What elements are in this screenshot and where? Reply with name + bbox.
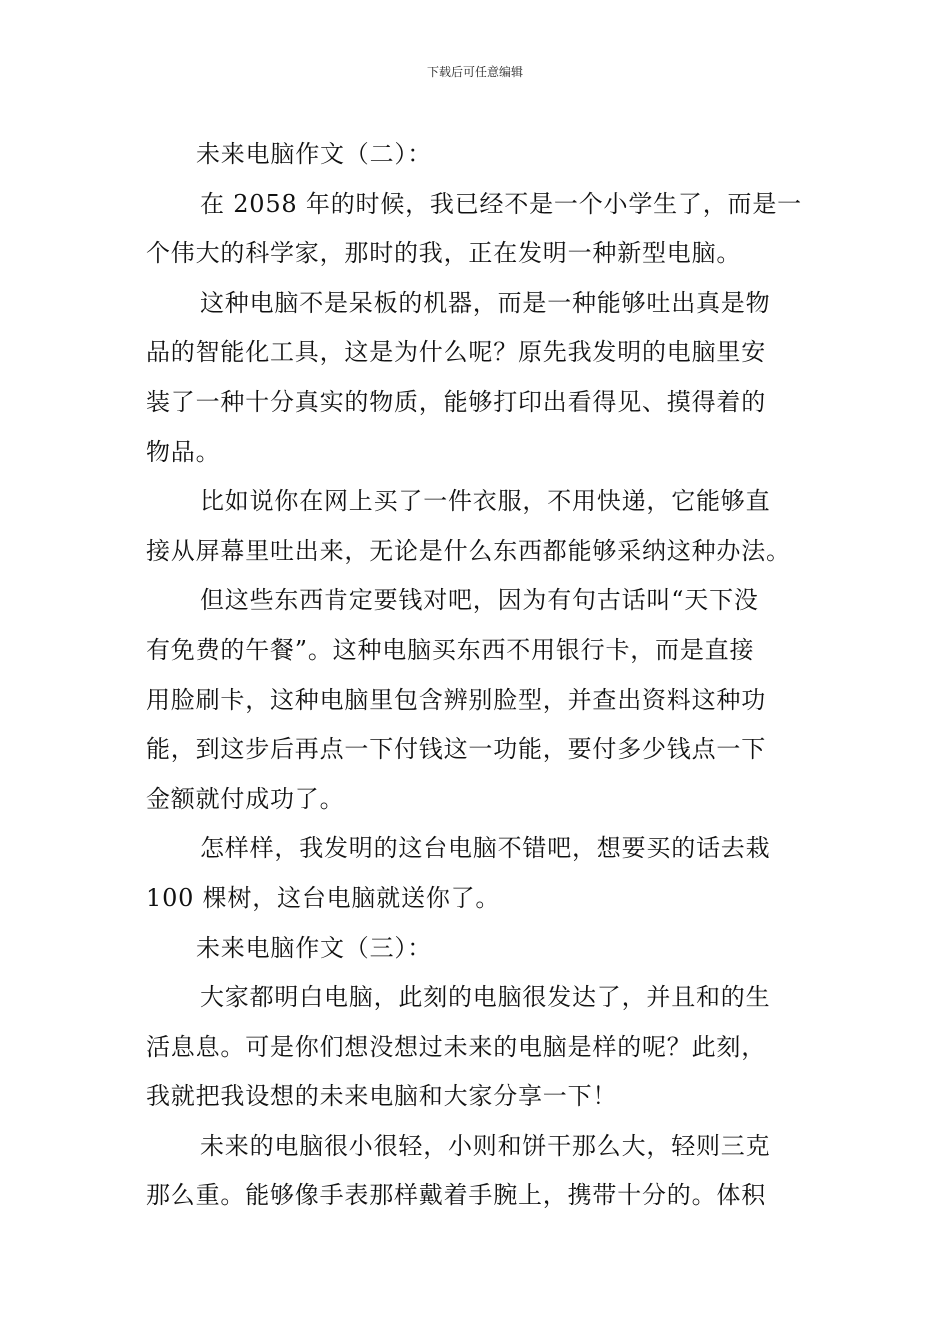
text-line: 大家都明白电脑，此刻的电脑很发达了，并且和的生 bbox=[200, 983, 771, 1012]
text-line: 有免费的午餐”。这种电脑买东西不用银行卡，而是直接 bbox=[146, 635, 755, 664]
text-line: 品的智能化工具，这是为什么呢？原先我发明的电脑里安 bbox=[146, 338, 766, 367]
text-line: 这种电脑不是呆板的机器，而是一种能够吐出真是物 bbox=[200, 288, 771, 317]
text-line: 比如说你在网上买了一件衣服，不用快递，它能够直 bbox=[200, 487, 771, 516]
text-line: 活息息。可是你们想没想过未来的电脑是样的呢？此刻， bbox=[146, 1032, 766, 1061]
document-body bbox=[146, 130, 808, 1221]
section-heading: 未来电脑作文（三）： bbox=[196, 933, 432, 962]
text-line: 物品。 bbox=[146, 437, 221, 466]
text-line: 未来的电脑很小很轻，小则和饼干那么大，轻则三克 bbox=[200, 1131, 771, 1160]
text-line: 金额就付成功了。 bbox=[146, 784, 345, 813]
text-line: 我就把我设想的未来电脑和大家分享一下！ bbox=[146, 1082, 618, 1111]
text-line: 怎样样，我发明的这台电脑不错吧，想要买的话去栽 bbox=[200, 834, 771, 863]
text-line: 接从屏幕里吐出来，无论是什么东西都能够采纳这种办法。 bbox=[146, 536, 791, 565]
text-line: 能，到这步后再点一下付钱这一功能，要付多少钱点一下 bbox=[146, 735, 766, 764]
text-line: 装了一种十分真实的物质，能够打印出看得见、摸得着的 bbox=[146, 387, 766, 416]
section-heading: 未来电脑作文（二）： bbox=[196, 140, 432, 168]
text-line: 在 2058 年的时候，我已经不是一个小学生了，而是一 bbox=[200, 189, 802, 218]
text-line: 100 棵树，这台电脑就送你了。 bbox=[146, 883, 501, 912]
text-line: 那么重。能够像手表那样戴着手腕上，携带十分的。体积 bbox=[146, 1181, 766, 1210]
text-line: 用脸刷卡，这种电脑里包含辨别脸型，并查出资料这种功 bbox=[146, 685, 766, 714]
text-line: 但这些东西肯定要钱对吧，因为有句古话叫“天下没 bbox=[200, 586, 759, 615]
text-line: 个伟大的科学家，那时的我，正在发明一种新型电脑。 bbox=[146, 239, 742, 268]
page-header: 下载后可任意编辑 bbox=[426, 65, 523, 79]
